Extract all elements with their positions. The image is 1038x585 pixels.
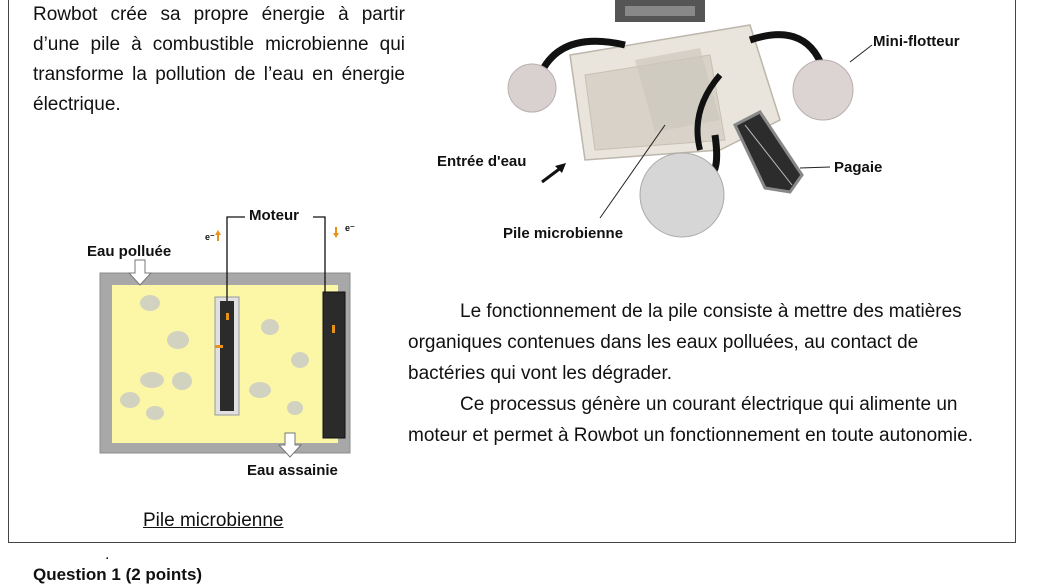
diagram-caption: Pile microbienne — [143, 510, 284, 531]
label-pile-microbienne-photo: Pile microbienne — [503, 225, 624, 242]
label-electron-right: e⁻ — [345, 223, 355, 233]
description-paragraph-2: Ce processus génère un courant électrique qui alimente un moteur et permet à Rowbot un fonctionnement en toute autonomie. — [408, 394, 974, 446]
bottom-dot: . — [105, 546, 110, 563]
label-electron-left: e⁻ — [205, 232, 215, 242]
label-mini-flotteur: Mini-flotteur — [873, 33, 960, 50]
label-entree-eau: Entrée d'eau — [437, 153, 527, 170]
label-moteur: Moteur — [249, 207, 299, 224]
label-eau-polluee: Eau polluée — [87, 243, 172, 260]
description-text — [408, 296, 1000, 451]
question-heading: Question 1 (2 points) — [33, 565, 203, 584]
label-eau-assainie: Eau assainie — [247, 462, 338, 479]
label-pagaie: Pagaie — [834, 159, 883, 176]
description-paragraph-1: Le fonctionnement de la pile consiste à mettre des matières organiques contenues dans les eaux polluées, au contact de bactéries qui vont les dégrader. — [408, 301, 962, 384]
intro-text: Rowbot crée sa propre énergie à partir d’une pile à combustible microbienne qui transforme la pollution de l’eau en énergie électrique. — [33, 4, 405, 115]
